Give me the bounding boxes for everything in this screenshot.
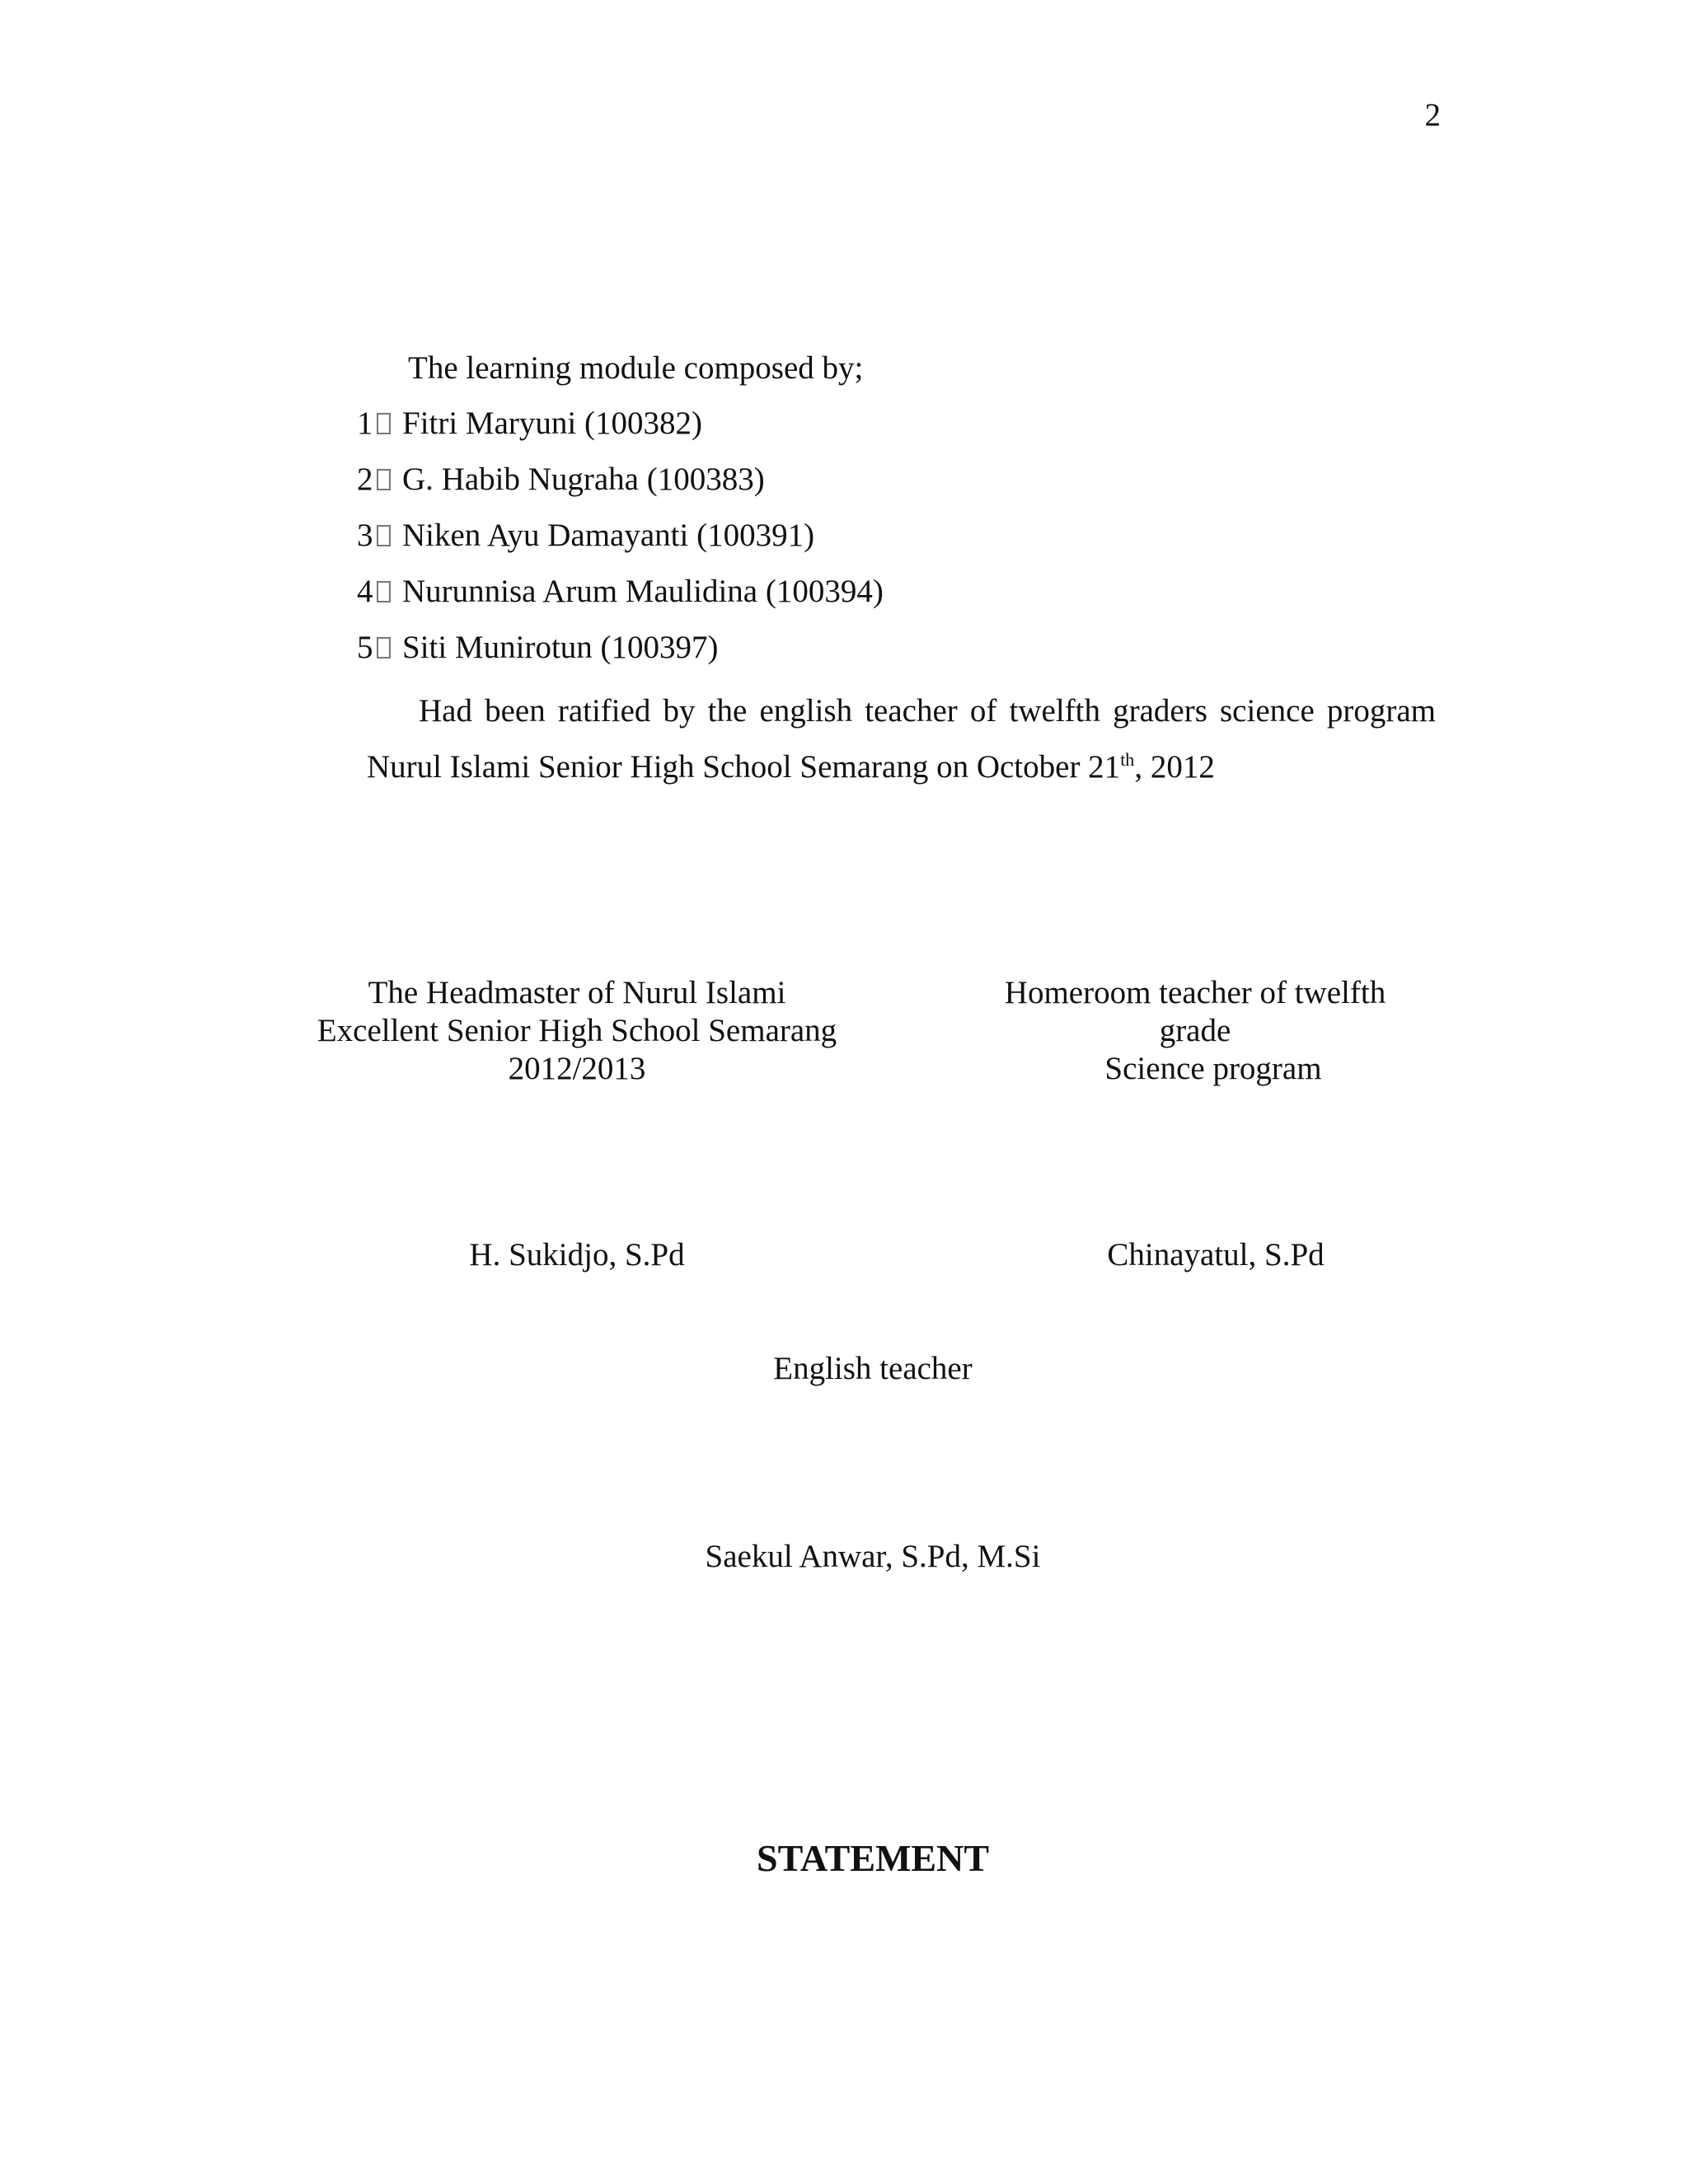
ratified-year: , 2012 (1134, 749, 1215, 785)
list-number: 1 (357, 405, 373, 441)
homeroom-title-line: Science program (1104, 1051, 1322, 1086)
english-teacher-title: English teacher (773, 1351, 973, 1386)
author-name: G. Habib Nugraha (100383) (402, 462, 765, 497)
ordinal-suffix: th (1120, 749, 1135, 770)
headmaster-title-line: The Headmaster of Nurul Islami (368, 975, 786, 1010)
homeroom-teacher-name: Chinayatul, S.Pd (1107, 1237, 1325, 1272)
statement-heading: STATEMENT (756, 1837, 990, 1879)
author-name: Fitri Maryuni (100382) (402, 405, 702, 441)
author-name: Nurunnisa Arum Maulidina (100394) (402, 574, 884, 609)
missing-glyph-icon (377, 525, 391, 546)
list-number: 5 (357, 630, 373, 665)
ratified-line-1: Had been ratified by the english teacher of twelfth graders science program (419, 693, 1436, 729)
headmaster-title-line: Excellent Senior High School Semarang (316, 1013, 837, 1048)
missing-glyph-icon (377, 413, 391, 434)
headmaster-name: H. Sukidjo, S.Pd (469, 1237, 685, 1272)
ratified-line-2 (367, 748, 1215, 785)
list-item (357, 629, 719, 666)
list-item (357, 517, 814, 554)
page-number: 2 (1424, 97, 1441, 133)
english-teacher-name: Saekul Anwar, S.Pd, M.Si (705, 1539, 1041, 1574)
ratified-text: Nurul Islami Senior High School Semarang on October 21 (367, 749, 1121, 785)
homeroom-title-line: Homeroom teacher of twelfth (1004, 975, 1386, 1010)
missing-glyph-icon (377, 469, 391, 490)
headmaster-title (301, 974, 853, 1088)
author-name: Niken Ayu Damayanti (100391) (402, 518, 815, 553)
list-item (357, 405, 702, 442)
headmaster-title-line: 2012/2013 (508, 1051, 646, 1086)
homeroom-title (956, 974, 1434, 1088)
list-item (357, 461, 765, 498)
author-name: Siti Munirotun (100397) (402, 630, 719, 665)
missing-glyph-icon (377, 637, 391, 658)
list-number: 4 (357, 574, 373, 609)
intro-text: The learning module composed by; (408, 350, 864, 386)
homeroom-title-line: grade (1159, 1013, 1231, 1048)
list-item (357, 573, 884, 610)
list-number: 3 (357, 518, 373, 553)
list-number: 2 (357, 462, 373, 497)
missing-glyph-icon (377, 581, 391, 602)
